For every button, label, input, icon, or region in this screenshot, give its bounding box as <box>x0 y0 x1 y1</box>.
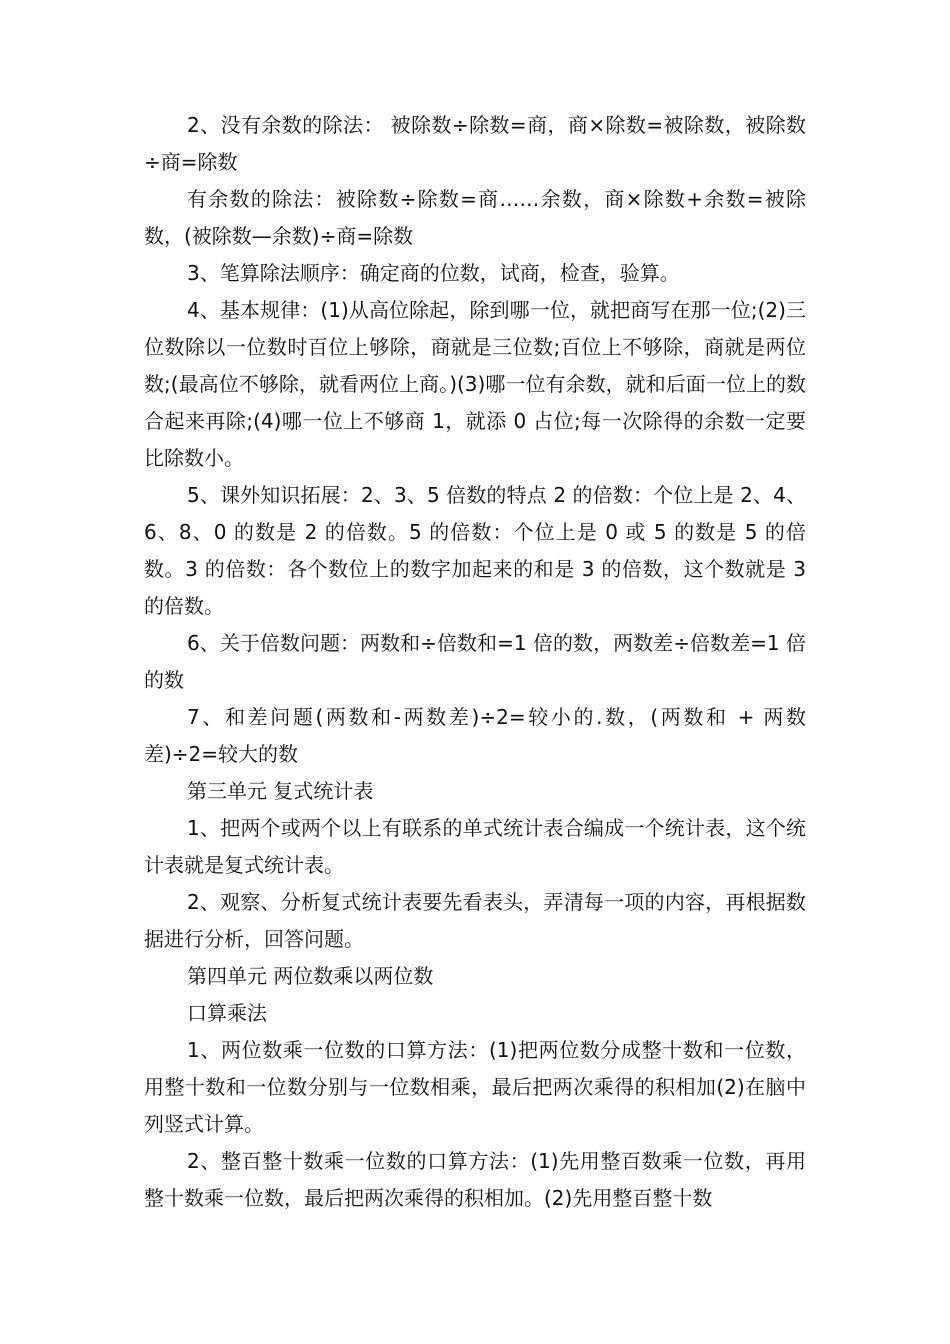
paragraph-compound-table-analysis: 2、观察、分析复式统计表要先看表头，弄清每一项的内容，再根据数据进行分析，回答问题。 <box>144 890 806 951</box>
paragraph-basic-rules: 4、基本规律：(1)从高位除起，除到哪一位，就把商写在那一位;(2)三位数除以一位数时百位上够除，商就是三位数;百位上不够除，商就是两位数;(最高位不够除，就看两位上商。)(3)哪一位有余数，就和后面一位上的数合起来再除;(4)哪一位上不够商 1，就添 0 占位;每一次除得的余数一定要比除数小。 <box>144 298 806 470</box>
unit-four-heading: 第四单元 两位数乘以两位数 <box>187 964 434 988</box>
paragraph-compound-table-definition: 1、把两个或两个以上有联系的单式统计表合编成一个统计表，这个统计表就是复式统计表。 <box>144 816 806 877</box>
paragraph-division-no-remainder: 2、没有余数的除法： 被除数÷除数=商，商×除数=被除数，被除数÷商=除数 <box>144 113 806 174</box>
paragraph-written-division-order: 3、笔算除法顺序：确定商的位数，试商，检查，验算。 <box>187 261 680 285</box>
document-page <box>144 107 806 1217</box>
paragraph-two-digit-oral-method: 1、两位数乘一位数的口算方法：(1)把两位数分成整十数和一位数，用整十数和一位数分别与一位数相乘，最后把两次乘得的积相加(2)在脑中列竖式计算。 <box>144 1038 806 1136</box>
paragraph-sum-difference: 7、和差问题(两数和-两数差)÷2=较小的.数，(两数和 + 两数差)÷2=较大的数 <box>144 705 806 766</box>
paragraph-multiples: 5、课外知识拓展：2、3、5 倍数的特点 2 的倍数：个位上是 2、4、6、8、0 的数是 2 的倍数。5 的倍数：个位上是 0 或 5 的数是 5 的倍数。3 的倍数：各个数位上的数字加起来的和是 3 的倍数，这个数就是 3 的倍数。 <box>144 483 806 618</box>
paragraph-division-with-remainder: 有余数的除法：被除数÷除数=商……余数，商×除数+余数=被除数，(被除数—余数)÷商=除数 <box>144 187 806 248</box>
paragraph-multiple-problems: 6、关于倍数问题：两数和÷倍数和=1 倍的数，两数差÷倍数差=1 倍的数 <box>144 631 806 692</box>
oral-multiplication-heading: 口算乘法 <box>187 1001 267 1025</box>
unit-three-heading: 第三单元 复式统计表 <box>187 779 374 803</box>
paragraph-hundreds-tens-oral-method: 2、整百整十数乘一位数的口算方法：(1)先用整百数乘一位数，再用整十数乘一位数，最后把两次乘得的积相加。(2)先用整百整十数 <box>144 1149 806 1210</box>
